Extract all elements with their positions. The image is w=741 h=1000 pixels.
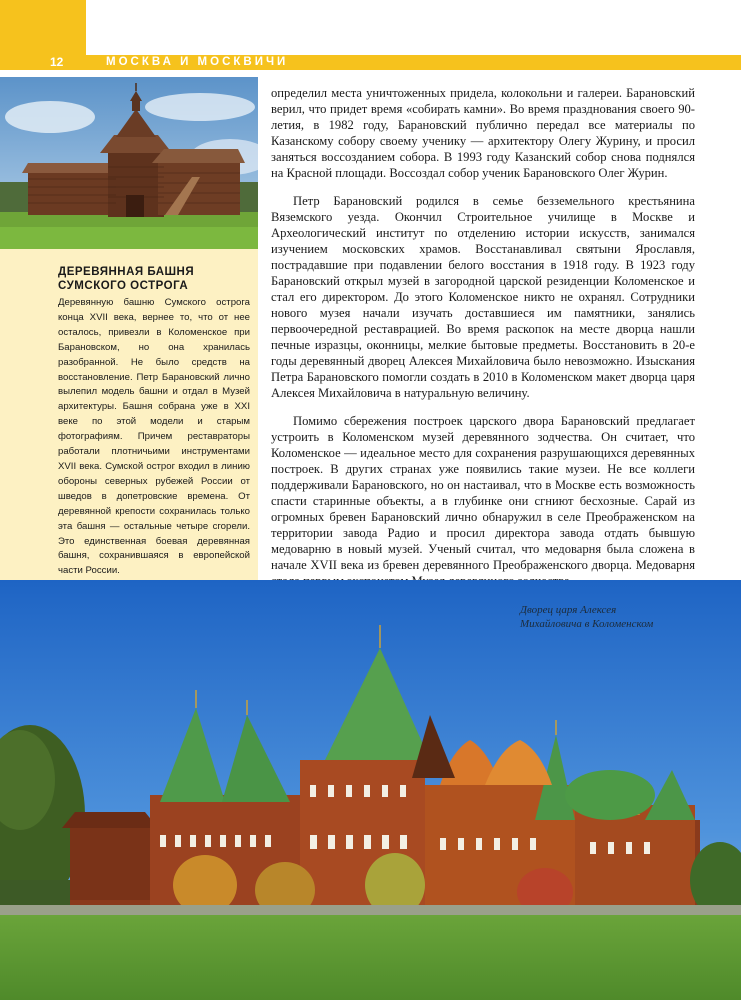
sidebar-body: Деревянную башню Сумского острога конца XVII века, вернее то, что от нее осталось, привезли в Коломенское при Барановском, но она хранилась разобранной. Не было средств на восстановление. Петр Барановский лично вылепил модель башни и отдал в Музей архитектуры. Башня собрана уже в XXI веке по этой модели и старым фотографиям. Причем реставраторы работали плотничьими инструментами XVII века. Сумской острог входил в линию обороны северных рубежей России от шведов в допетровские времена. От деревянной крепости сохранилась только эта башня — остальные четыре сгорели. Это единственная боевая деревянная башня, сохранившаяся в европейской части России.	[58, 297, 250, 577]
photo-caption	[520, 604, 730, 631]
page-number: 12	[50, 55, 64, 69]
caption-line2: Михайловича в Коломенском	[520, 617, 654, 630]
article-paragraph: Помимо сбережения построек царского двора Барановский предлагает устроить в Коломенском музей деревянного зодчества. Он считает, что Коломенское — идеальное место для сохранения разрушающихся деревянных построек. В других странах уже появились такие музеи. Не все коллеги поддерживали Барановского, но он настаивал, что в Москве есть возможность спасти старинные объекты, а в глубинке они сгниют бесхозные. Сарай из огромных бревен Барановский лично обнаружил в селе Преображенском на территории завода Радио и просил директора завода отдать бывшую медоварню в новый музей. Ученый считал, что медоварня была сложена в начале XVII века из бревен деревянного Преображенского дворца. Медоварня	[271, 414, 695, 572]
sidebar-heading-line2: СУМСКОГО ОСТРОГА	[58, 280, 189, 292]
tower-photo	[0, 77, 258, 249]
article-paragraph: Петр Барановский родился в семье безземельного крестьянина Вяземского уезда. Окончил Строительное училище в Москве и Археологический институт по отделению истории искусств, занимался изучением московских храмов. Восстанавливал святыни Ярославля, пострадавшие при подавлении белого восстания в 1918 году. В 1923 году Барановский открыл музей в загородной царской резиденции Коломенское и стал его директором. До этого Коломенское никто не охранял. Сотрудники нового музея начали изучать доставшиеся им памятники, занялись первоочередной реставрацией. Во время раскопок на месте дворца нашли печные изразцы, оконницы, мелкие бытовые предметы. Восстановить в 20-е годы деревянный дворец Алексея Михайловича было невозможно. Изыскания Петра Барановского помогли создать в 2010 в Коломенском макет дворца царя Алексея Михайловича в натуральную величину.	[271, 194, 695, 400]
main-article	[271, 85, 695, 589]
sidebar-heading-line1: ДЕРЕВЯННАЯ БАШНЯ	[58, 266, 195, 278]
palace-photo	[0, 580, 741, 1000]
caption-line1: Дворец царя Алексея	[520, 604, 617, 616]
article-paragraph: определил места уничтоженных придела, колокольни и галереи. Барановский верил, что придет время «собирать камни». Во время празднования своего 90-летия, в 1982 году, Барановский публично передал все материалы по Казанскому собору своему ученику — архитектору Олегу Журину, и просил заняться воссозданием собора. В 1993 году Казанский собор снова поднялся на Красной площади. Воссоздал собор ученик Барановского Олег Журин.	[271, 86, 695, 180]
sidebar-heading	[58, 265, 250, 293]
section-title: МОСКВА И МОСКВИЧИ	[106, 56, 289, 68]
sidebar-text	[58, 265, 250, 579]
